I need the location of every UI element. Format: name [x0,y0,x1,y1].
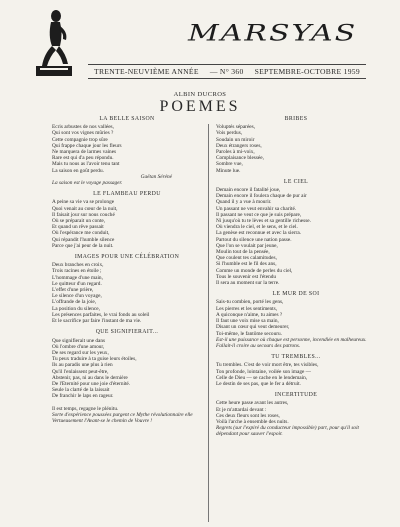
poem-line: Où viendra le ciel, et le sens, et le ciel. [216,224,298,231]
poem-line: Mais tu nous as l'avoir tenu tant [52,161,120,168]
poem-line: Ton profonde, lointaine, voilée son image — [216,368,311,375]
poem-line: Où l'espérance me conduit, [52,230,110,237]
poem-line: Minute lue. [216,167,241,174]
poem-line: Sais-tu combien, porté les gens, [216,299,284,306]
poem-line: Le quitteur d'un regard. [52,280,102,287]
poem-line: Moulin tout de la pensée, [216,249,270,256]
poem-line: Où se préparait un conte, [52,218,106,225]
poem-line: Ni jusqu'où tu te lèves et sa gentille richesse. [216,218,311,225]
poem-line: Il est temps, regagne le plénitu. [52,405,119,412]
poem-line: Paroles à mi-voix, [216,149,255,156]
poem-line: Soudain un miroir [216,136,255,143]
poem-line: Il sera au moment sur la terre. [216,280,280,287]
poem-line: Il passant ne veut ce que je suis prépare, [216,211,302,218]
poem-line: Demain encore il foulera chaque de pur air [216,193,307,200]
poem [216,392,376,437]
author-name: ALBIN DUCROS [173,91,227,98]
poem-line: De l'Éternité pour une joie d'éternité. [52,380,131,387]
poem-line: Le destin de ses pas, que le fer a détruit. [216,380,301,387]
poem-line: La position du silence, [52,305,100,312]
poem-line: Deux branches en croix, [52,262,104,269]
poem-line: Quoi venait au cœur de la nuit, [52,205,118,212]
poem-line: Le silence d'un voyage, [52,293,102,300]
poem-title: LE CIEL [283,178,309,185]
poem [216,291,376,349]
poem [52,329,202,424]
poem-line: Partout du silence une nation passe. [216,236,292,243]
masthead [10,0,390,80]
poem-title: BRIBES [284,116,308,122]
poem-line: Cette compagnie trop sûre [52,136,108,143]
poem-line: Tous le souvenir est l'étendu [216,273,277,280]
seated-figure-logo-icon [30,6,78,78]
poem-line: Disant un cœur qui veut demeurer, [216,324,290,331]
right-column [216,116,376,443]
poem-line: Ils au paradis une plus à rien [52,362,113,369]
left-column [52,116,202,429]
poem-line: Que l'on se voulait par jeune, [216,242,278,249]
poem-line: Qui répandit l'humble silence [52,236,115,243]
poem-line: Un passant ne veut envahir sa charité. [216,205,297,212]
poem-line: Toi-même, le fantôme secouru. [216,330,282,337]
poem-line: Rare est qui d'a peu répondu. [52,155,114,162]
poem-line: Demain encore il fatalité joue, [216,187,281,194]
column-divider [208,124,209,522]
poem-line: Ces deux fleurs sont les roses, [216,412,280,419]
poem-line: Que coulent tes calamitudes, [216,255,277,262]
poem-line: Tu trembles. C'est de voir mort être, tes visibles, [216,362,319,369]
poem-title: TU TREMBLES... [271,354,321,361]
poem-line: Parce que j'ai peur de la nuit. [52,242,114,249]
poem-line: Voluptés séparées, [216,124,256,131]
poem-line: Tu peux traduire à ta guise leurs étoiles, [52,356,137,363]
poem-line: La genèse est reconnue et avec la sierra. [216,230,301,237]
poem [216,179,376,286]
poem-line: Ecris arbustes de nos vallées, [52,124,114,131]
poem-title: INCERTITUDE [274,392,318,399]
poem-line: Voilà l'arche à ensemble des nuits. [216,418,289,425]
issue-date: SEPTEMBRE-OCTOBRE 1959 [254,67,360,76]
poem-line: Deux étrangers roses, [216,142,262,149]
poem-line: Sombre vue, [216,161,243,168]
poem-line: Seule la clarté de la laissait [52,387,110,394]
poem-line: De ses regard sur les yeux, [52,349,109,356]
poem-line: L'offrande de la joie, [52,299,97,306]
poem-line: Les pierres et les sentiments, [216,305,278,312]
poem-signature: Gaëtan Séréné [140,173,172,180]
poem-title: LE FLAMBEAU PERDU [93,191,161,198]
poem [52,116,202,186]
poem [52,254,202,324]
poem-line: Où l'ombre d'une amour, [52,343,105,350]
poem-line: Qui frappe chaque jour les fleurs [52,142,122,149]
page-heading: POEMES [159,98,241,115]
poem-line: Que signifierait une dans [52,337,106,344]
poem-note: La saison est le voyage passager. [52,180,123,187]
issue-info-bar [88,64,366,79]
poem [52,191,202,249]
poem-line: Quand il y a vue à mourir. [216,199,272,206]
poem [216,354,376,387]
poem-line: Abstenir, pas, ni au dans le dernière [52,374,128,381]
magazine-title: MARSYAS [188,20,358,47]
poem-note: Sorte d'expérience poussées purgent ce Mythe révolutionnaire elle Vertueusement l'Avant-se le chemin de Vouvre ! [52,411,193,425]
poem-note: Est-il une puissance où chaque est personne, incendiée en malheureux. Fallait-il croire au secours des patrons. [216,336,367,349]
poem [216,116,376,174]
poem-note: Regrets (sur l'expiré du conducteur impossible) part, pour qu'il soit dépendant pour sauver l'espoir. [216,425,360,438]
poem-line: L'hommage d'une main, [52,274,103,281]
poem-line: A quiconque n'aime, tu aimes ? [216,311,283,318]
poem-line: Ne marquera de larmes vaines [52,149,117,156]
poem-line: Qui sont vos vignes mûries ? [52,130,114,137]
poem-line: Complaisance blessée, [216,155,264,162]
poem-line: Celle de Dieu — se cache en le lendemain, [216,374,308,381]
poem-line: Vois perdus, [216,130,243,137]
poem-line: Comme un monde de perles du ciel, [216,267,293,274]
poem-line: L'effet d'une prière, [52,287,94,294]
poem-line: Les présences parfaites, le vrai fonds au soleil [52,311,150,318]
poem-line: Cette heure passe avant les autres, [216,400,289,407]
poem-line: Il faut une voix mise sa main, [216,318,279,325]
poem-line: Et le sacrifice par faire l'instant de ma vie. [52,318,142,325]
poem-line: Il faisait jour sur nous couché [52,211,115,218]
poem-title: LA BELLE SAISON [99,116,155,122]
poem-line: Qu'il l'enlaissent peut-être, [52,368,109,375]
poem-line: Trois racines en étoile ; [52,268,102,275]
poem-line: La saison en goût perdu. [52,167,104,174]
issue-year: TRENTE-NEUVIÈME ANNÉE [94,67,199,76]
poem-line: Si l'humble est le fil des ans, [216,261,277,268]
poem-line: De franchir le laps en rageur. [52,393,114,400]
poem-title: QUE SIGNIFIERAIT... [95,329,159,336]
poem-title: IMAGES POUR UNE CÉLÉBRATION [74,254,180,261]
poem-line: Et quand un rêve passait [52,224,104,231]
poem-line: A peine sa vie va se prolonge [52,199,115,206]
poem-title: LE MUR DE SOI [272,291,320,298]
issue-number: — N° 360 [209,67,244,76]
poem-line: Et je m'attardai devant : [216,406,267,413]
